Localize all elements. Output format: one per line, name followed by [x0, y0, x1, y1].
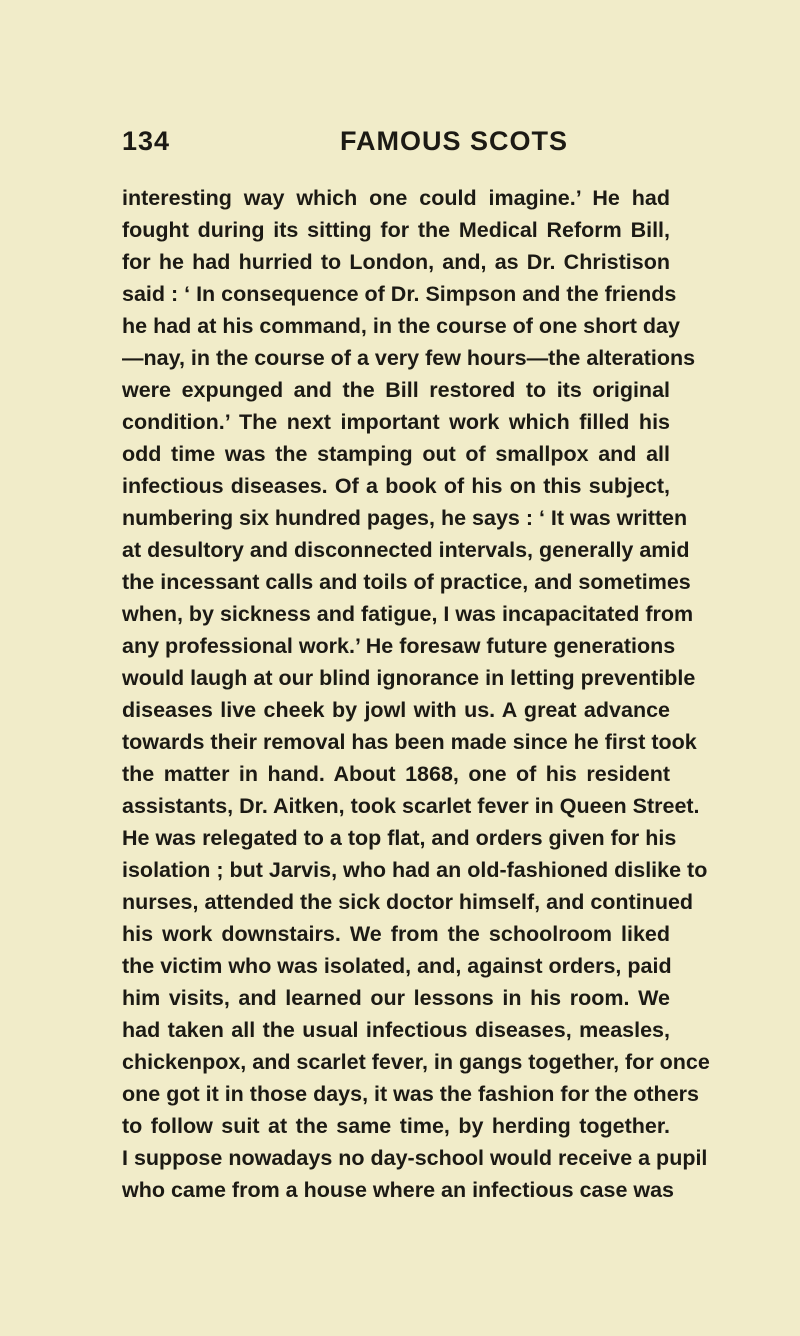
text-line: any professional work.’ He foresaw future generations	[122, 634, 676, 658]
text-line: condition.’ The next important work which filled his	[122, 410, 670, 434]
text-line: said : ‘ In consequence of Dr. Simpson and the friends	[122, 282, 677, 306]
text-line: I suppose nowadays no day-school would receive a pupil	[122, 1146, 708, 1170]
text-line: numbering six hundred pages, he says : ‘ It was written	[122, 506, 688, 530]
text-line: the incessant calls and toils of practice, and sometimes	[122, 570, 691, 594]
text-line: to follow suit at the same time, by herding together.	[122, 1114, 670, 1138]
text-line: fought during its sitting for the Medical Reform Bill,	[122, 218, 670, 242]
body-text	[122, 182, 710, 1206]
text-line: had taken all the usual infectious diseases, measles,	[122, 1018, 670, 1042]
text-line: when, by sickness and fatigue, I was incapacitated from	[122, 602, 694, 626]
text-line: him visits, and learned our lessons in his room. We	[122, 986, 670, 1010]
text-line: towards their removal has been made since he first took	[122, 730, 697, 754]
text-line: the victim who was isolated, and, against orders, paid	[122, 954, 672, 978]
text-line: nurses, attended the sick doctor himself, and continued	[122, 890, 694, 914]
text-line: one got it in those days, it was the fashion for the others	[122, 1082, 699, 1106]
text-line: infectious diseases. Of a book of his on this subject,	[122, 474, 670, 498]
text-line: who came from a house where an infectious case was	[122, 1178, 675, 1202]
text-line: interesting way which one could imagine.’ He had	[122, 186, 670, 210]
page-header	[122, 126, 682, 170]
running-head: FAMOUS SCOTS	[340, 126, 569, 156]
text-line: He was relegated to a top flat, and orders given for his	[122, 826, 677, 850]
text-line: he had at his command, in the course of one short day	[122, 314, 680, 338]
text-line: at desultory and disconnected intervals, generally amid	[122, 538, 690, 562]
text-line: the matter in hand. About 1868, one of his resident	[122, 762, 670, 786]
text-line: chickenpox, and scarlet fever, in gangs together, for once	[122, 1050, 710, 1074]
text-line: were expunged and the Bill restored to its original	[122, 378, 670, 402]
text-line: assistants, Dr. Aitken, took scarlet fever in Queen Street.	[122, 794, 700, 818]
text-line: his work downstairs. We from the schoolroom liked	[122, 922, 670, 946]
text-line: for he had hurried to London, and, as Dr. Christison	[122, 250, 670, 274]
text-line: —nay, in the course of a very few hours—the alterations	[122, 346, 696, 370]
text-line: diseases live cheek by jowl with us. A great advance	[122, 698, 670, 722]
text-line: odd time was the stamping out of smallpox and all	[122, 442, 670, 466]
text-line: isolation ; but Jarvis, who had an old-fashioned dislike to	[122, 858, 708, 882]
text-line: would laugh at our blind ignorance in letting preventible	[122, 666, 696, 690]
page-number: 134	[122, 126, 171, 156]
